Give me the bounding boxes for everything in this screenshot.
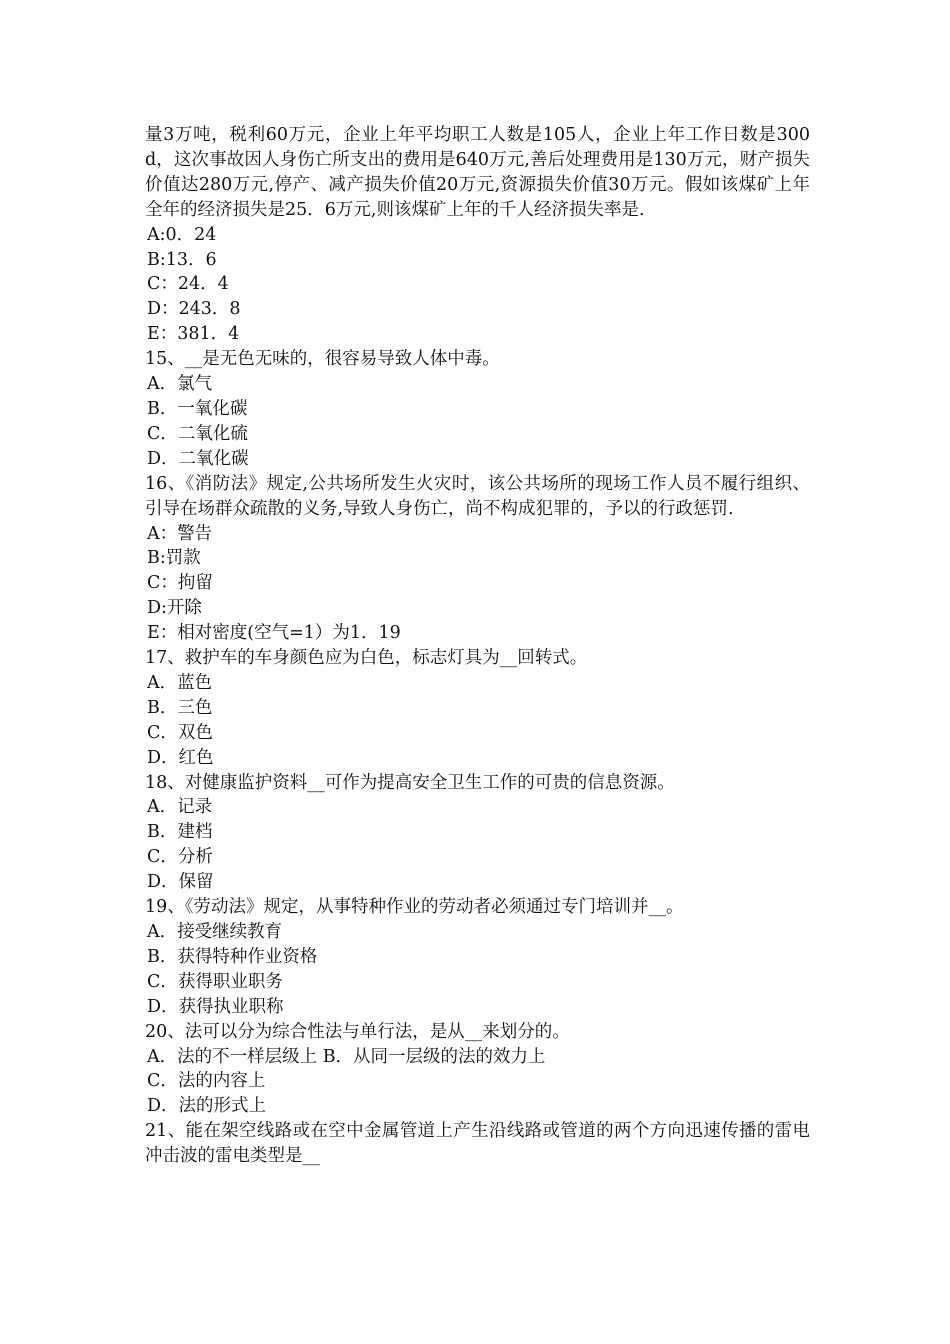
option-b: B．建档 — [147, 822, 213, 843]
option-c: C：拘留 — [147, 573, 213, 594]
option-d: D．红色 — [147, 747, 214, 768]
document-body — [145, 123, 810, 1169]
option-d: D．获得执业职称 — [147, 996, 284, 1017]
question-14-stem: 量3万吨，税利60万元，企业上年平均职工人数是105人，企业上年工作日数是300 d，这次事故因人身伤亡所支出的费用是640万元,善后处理费用是130万元，财产损失价值达280万元,停产、减产损失价值20万元,资源损失价值30万元。假如该煤矿上年全年的经济损失是25．6万元,则该煤矿上年的千人经济损失率是. — [145, 125, 810, 220]
question-15-stem: 15、__是无色无味的，很容易导致人体中毒。 — [145, 349, 500, 370]
option-e: E：381．4 — [147, 324, 240, 345]
option-c: C．法的内容上 — [147, 1071, 266, 1092]
question-21-stem: 21、能在架空线路或在空中金属管道上产生沿线路或管道的两个方向迅速传播的雷电冲击波的雷电类型是__ — [145, 1121, 810, 1167]
option-c: C．二氧化硫 — [147, 423, 248, 444]
option-a: A：警告 — [147, 523, 213, 544]
question-20-stem: 20、法可以分为综合性法与单行法，是从__来划分的。 — [145, 1021, 570, 1042]
option-b: B．一氧化碳 — [147, 398, 248, 419]
option-c: C．双色 — [147, 722, 213, 743]
option-d: D．法的形式上 — [147, 1096, 267, 1117]
question-17-stem: 17、救护车的车身颜色应为白色，标志灯具为__回转式。 — [145, 648, 588, 669]
option-b: B:13．6 — [147, 249, 217, 270]
option-a: A．记录 — [147, 797, 213, 818]
option-b: B:罚款 — [147, 548, 201, 569]
option-d: D．二氧化碳 — [147, 448, 249, 469]
option-d: D：243．8 — [147, 299, 241, 320]
option-b: B．获得特种作业资格 — [147, 946, 318, 967]
option-c: C．分析 — [147, 847, 213, 868]
option-a-b: A．法的不一样层级上 B．从同一层级的法的效力上 — [147, 1046, 546, 1067]
option-a: A:0．24 — [147, 224, 217, 245]
option-b: B．三色 — [147, 697, 213, 718]
option-e: E：相对密度(空气=1）为1．19 — [147, 623, 401, 644]
option-d: D．保留 — [147, 872, 214, 893]
option-c: C．获得职业职务 — [147, 971, 283, 992]
option-d: D:开除 — [147, 598, 202, 619]
option-a: A．氯气 — [147, 374, 213, 395]
option-a: A．蓝色 — [147, 672, 213, 693]
question-19-stem: 19、《劳动法》规定，从事特种作业的劳动者必须通过专门培训并__。 — [145, 897, 684, 918]
question-18-stem: 18、对健康监护资料__可作为提高安全卫生工作的可贵的信息资源。 — [145, 772, 675, 793]
option-a: A．接受继续教育 — [147, 922, 283, 942]
question-16-stem: 16、《消防法》规定,公共场所发生火灾时，该公共场所的现场工作人员不履行组织、引导在场群众疏散的义务,导致人身伤亡，尚不构成犯罪的，予以的行政惩罚. — [145, 473, 810, 519]
option-c: C：24．4 — [147, 274, 229, 295]
